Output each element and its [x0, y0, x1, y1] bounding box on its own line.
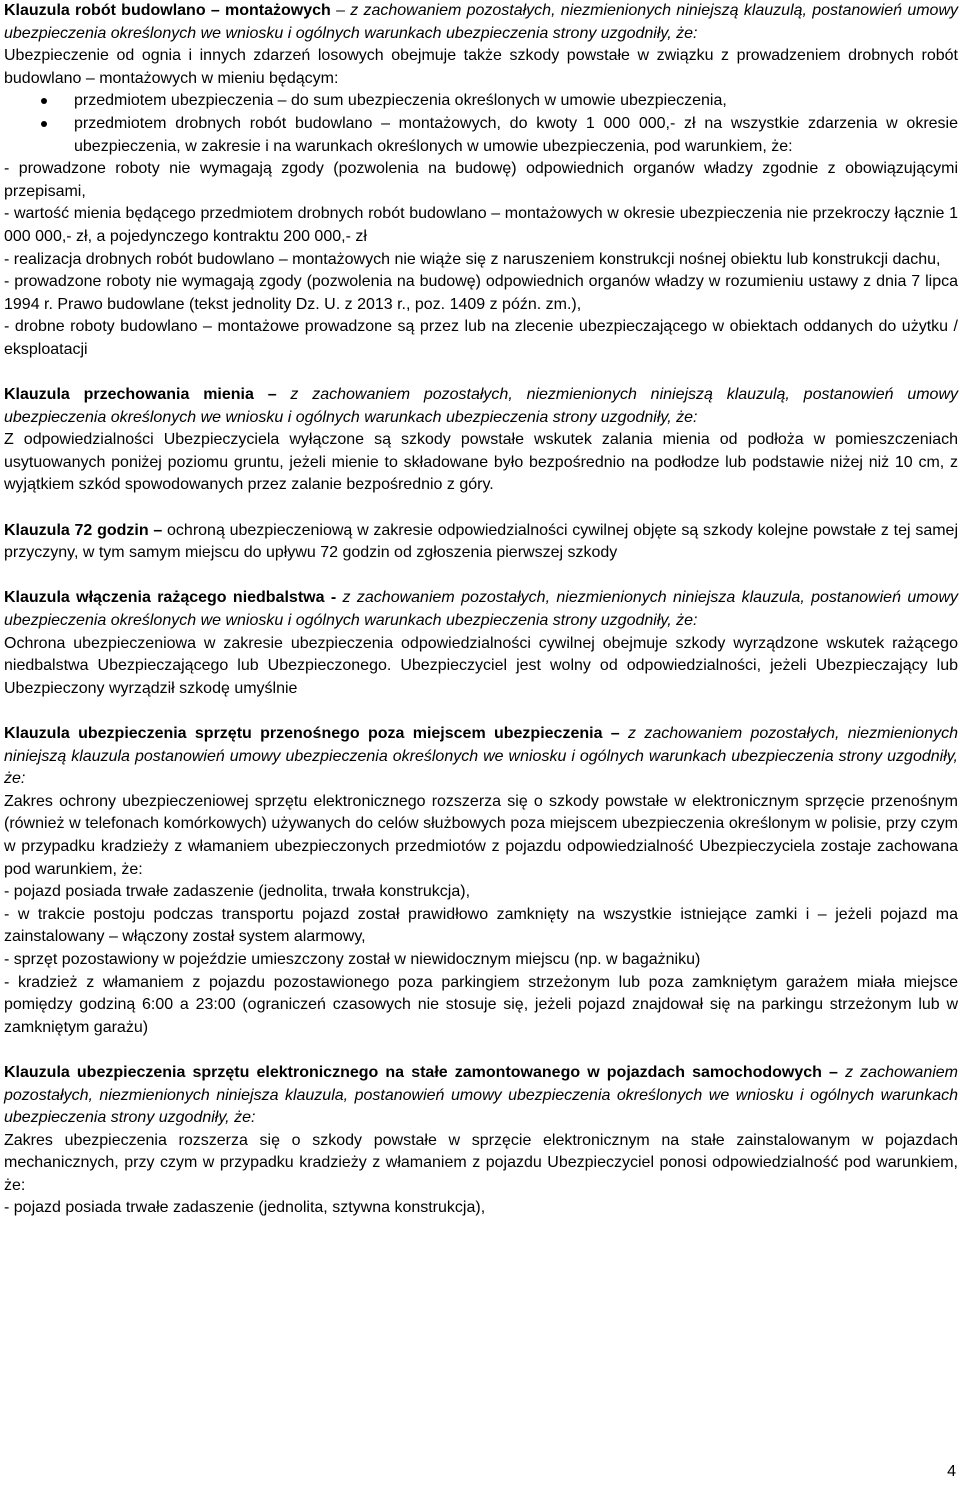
clause-storage-title: Klauzula przechowania mienia –: [4, 386, 277, 404]
clause-construction: [4, 0, 958, 45]
bullet-text: przedmiotem ubezpieczenia – do sum ubezpieczenia określonych w umowie ubezpieczenia,: [74, 92, 727, 110]
clause-portable-equipment-intro: z zachowaniem pozostałych, niezmienionych niniejszą klauzula postanowień umowy ubezpieczenia określonych we wniosku i ogólnych warunkach ubezpieczenia strony uzgodniły, że:: [4, 725, 959, 788]
condition-item: - pojazd posiada trwałe zadaszenie (jednolita, sztywna konstrukcja),: [4, 1199, 486, 1217]
clause-vehicle-electronics-body: Zakres ubezpieczenia rozszerza się o szkody powstałe w sprzęcie elektronicznym na stałe zainstalowanym w pojazdach mechanicznych, przy czym w przypadku kradzieży z włamaniem z pojazdu Ubezpieczyciel ponosi odpowiedzialność pod warunkiem, że:: [4, 1131, 958, 1194]
condition-item: - wartość mienia będącego przedmiotem drobnych robót budowlano – montażowych w okresie ubezpieczenia nie przekroczy łącznie 1 000 000,- zł, a pojedynczego kontraktu 200 000,- zł: [4, 205, 958, 245]
condition-item: - sprzęt pozostawiony w pojeździe umieszczony został w niewidocznym miejscu (np. w bagażniku): [4, 950, 701, 968]
clause-portable-equipment-body: Zakres ochrony ubezpieczeniowej sprzętu elektronicznego rozszerza się o szkody powstałe w elektronicznym sprzęcie przenośnym (również w telefonach komórkowych) używanych do celów służbowych poza miejscem ubezpieczenia określonym w polisie, przy czym w przypadku kradzieży z włamaniem ubezpieczonych przedmiotów z pojazdu odpowiedzialność Ubezpieczyciela zostaje zachowana pod warunkiem, że:: [4, 792, 958, 878]
clause-72h-body: ochroną ubezpieczeniową w zakresie odpowiedzialności cywilnej objęte są szkody kolejne powstałe z tej samej przyczyny, w tym samym miejscu do upływu 72 godzin od zgłoszenia pierwszej szkody: [4, 521, 958, 562]
clause-negligence: [4, 587, 958, 632]
condition-item: - w trakcie postoju podczas transportu pojazd został prawidłowo zamknięty na wszystkie istniejące zamki i – jeżeli pojazd ma zainstalowany – włączony został system alarmowy,: [4, 905, 958, 946]
clause-portable-equipment: [4, 723, 958, 791]
clause-negligence-title: Klauzula włączenia rażącego niedbalstwa -: [4, 589, 337, 607]
bullet-icon: [4, 90, 74, 113]
clause-construction-intro: – z zachowaniem pozostałych, niezmienionych niniejszą klauzulą, postanowień umowy ubezpieczenia określonych we wniosku i ogólnych warunkach ubezpieczenia strony uzgodniły, że:: [4, 2, 959, 42]
clause-portable-equipment-title: Klauzula ubezpieczenia sprzętu przenośnego poza miejscem ubezpieczenia –: [4, 725, 620, 742]
bullet-icon: [4, 113, 74, 158]
clause-construction-title: Klauzula robót budowlano – montażowych: [4, 2, 331, 19]
bullet-item: [4, 90, 958, 113]
clause-72h-title: Klauzula 72 godzin –: [4, 521, 163, 539]
bullet-text: przedmiotem drobnych robót budowlano – montażowych, do kwoty 1 000 000,- zł na wszystkie zdarzenia w okresie ubezpieczenia, w zakresie i na warunkach określonych w umowie ubezpieczenia, pod warunkiem, że:: [74, 114, 958, 155]
clause-vehicle-electronics-intro: z zachowaniem pozostałych, niezmienionych niniejsza klauzula, postanowień umowy ubezpieczenia określonych we wniosku i ogólnych warunkach ubezpieczenia strony uzgodniły, że:: [4, 1063, 959, 1127]
clause-storage-body: Z odpowiedzialności Ubezpieczyciela wyłączone są szkody powstałe wskutek zalania mienia od podłoża w pomieszczeniach usytuowanych poniżej poziomu gruntu, jeżeli mienie to składowane było bezpośrednio na podłodze lub podstawie niżej niż 10 cm, z wyjątkiem szkód spowodowanych przez zalanie bezpośrednio z góry.: [4, 431, 958, 494]
clause-construction-paragraph: Ubezpieczenie od ognia i innych zdarzeń losowych obejmuje także szkody powstałe w związku z prowadzeniem drobnych robót budowlano – montażowych w mieniu będącym:: [4, 47, 958, 87]
clause-vehicle-electronics: [4, 1062, 958, 1130]
clause-storage-intro: z zachowaniem pozostałych, niezmienionych niniejszą klauzulą, postanowień umowy ubezpieczenia określonych we wniosku i ogólnych warunkach ubezpieczenia strony uzgodniły, że:: [4, 386, 959, 426]
condition-item: - realizacja drobnych robót budowlano – montażowych nie wiąże się z naruszeniem konstrukcji nośnej obiektu lub konstrukcji dachu,: [4, 250, 941, 268]
condition-item: - prowadzone roboty nie wymagają zgody (pozwolenia na budowę) odpowiednich organów władzy w rozumieniu ustawy z dnia 7 lipca 1994 r. Prawo budowlane (tekst jednolity Dz. U. z 2013 r., poz. 1409 z późn. zm.),: [4, 273, 958, 313]
clause-72h: [4, 520, 958, 565]
condition-item: - kradzież z włamaniem z pojazdu pozostawionego poza parkingiem strzeżonym lub poza zamkniętym garażem miała miejsce pomiędzy godziną 6:00 a 23:00 (ograniczeń czasowych nie stosuje się, jeżeli pojazd znajdował się na parkingu strzeżonym lub w zamkniętym garażu): [4, 973, 958, 1036]
clause-vehicle-electronics-title: Klauzula ubezpieczenia sprzętu elektronicznego na stałe zamontowanego w pojazdach samochodowych –: [4, 1063, 838, 1081]
clause-storage: [4, 384, 958, 429]
condition-item: - prowadzone roboty nie wymagają zgody (pozwolenia na budowę) odpowiednich organów władzy zgodnie z obowiązującymi przepisami,: [4, 160, 958, 200]
condition-item: - drobne roboty budowlano – montażowe prowadzone są przez lub na zlecenie ubezpieczającego w obiektach oddanych do użytku / eksploatacji: [4, 318, 958, 358]
clause-negligence-intro: z zachowaniem pozostałych, niezmienionych niniejsza klauzula, postanowień umowy ubezpieczenia określonych we wniosku i ogólnych warunkach ubezpieczenia strony uzgodniły, że:: [4, 589, 959, 630]
document-page: [4, 0, 958, 1220]
bullet-item: [4, 113, 958, 158]
page-number: 4: [947, 1463, 956, 1480]
condition-item: - pojazd posiada trwałe zadaszenie (jednolita, trwała konstrukcja),: [4, 883, 471, 901]
clause-negligence-body: Ochrona ubezpieczeniowa w zakresie ubezpieczenia odpowiedzialności cywilnej obejmuje szkody wyrządzone wskutek rażącego niedbalstwa Ubezpieczającego lub Ubezpieczonego. Ubezpieczyciel jest wolny od odpowiedzialności, jeżeli Ubezpieczający lub Ubezpieczony wyrządził szkodę umyślnie: [4, 634, 958, 697]
